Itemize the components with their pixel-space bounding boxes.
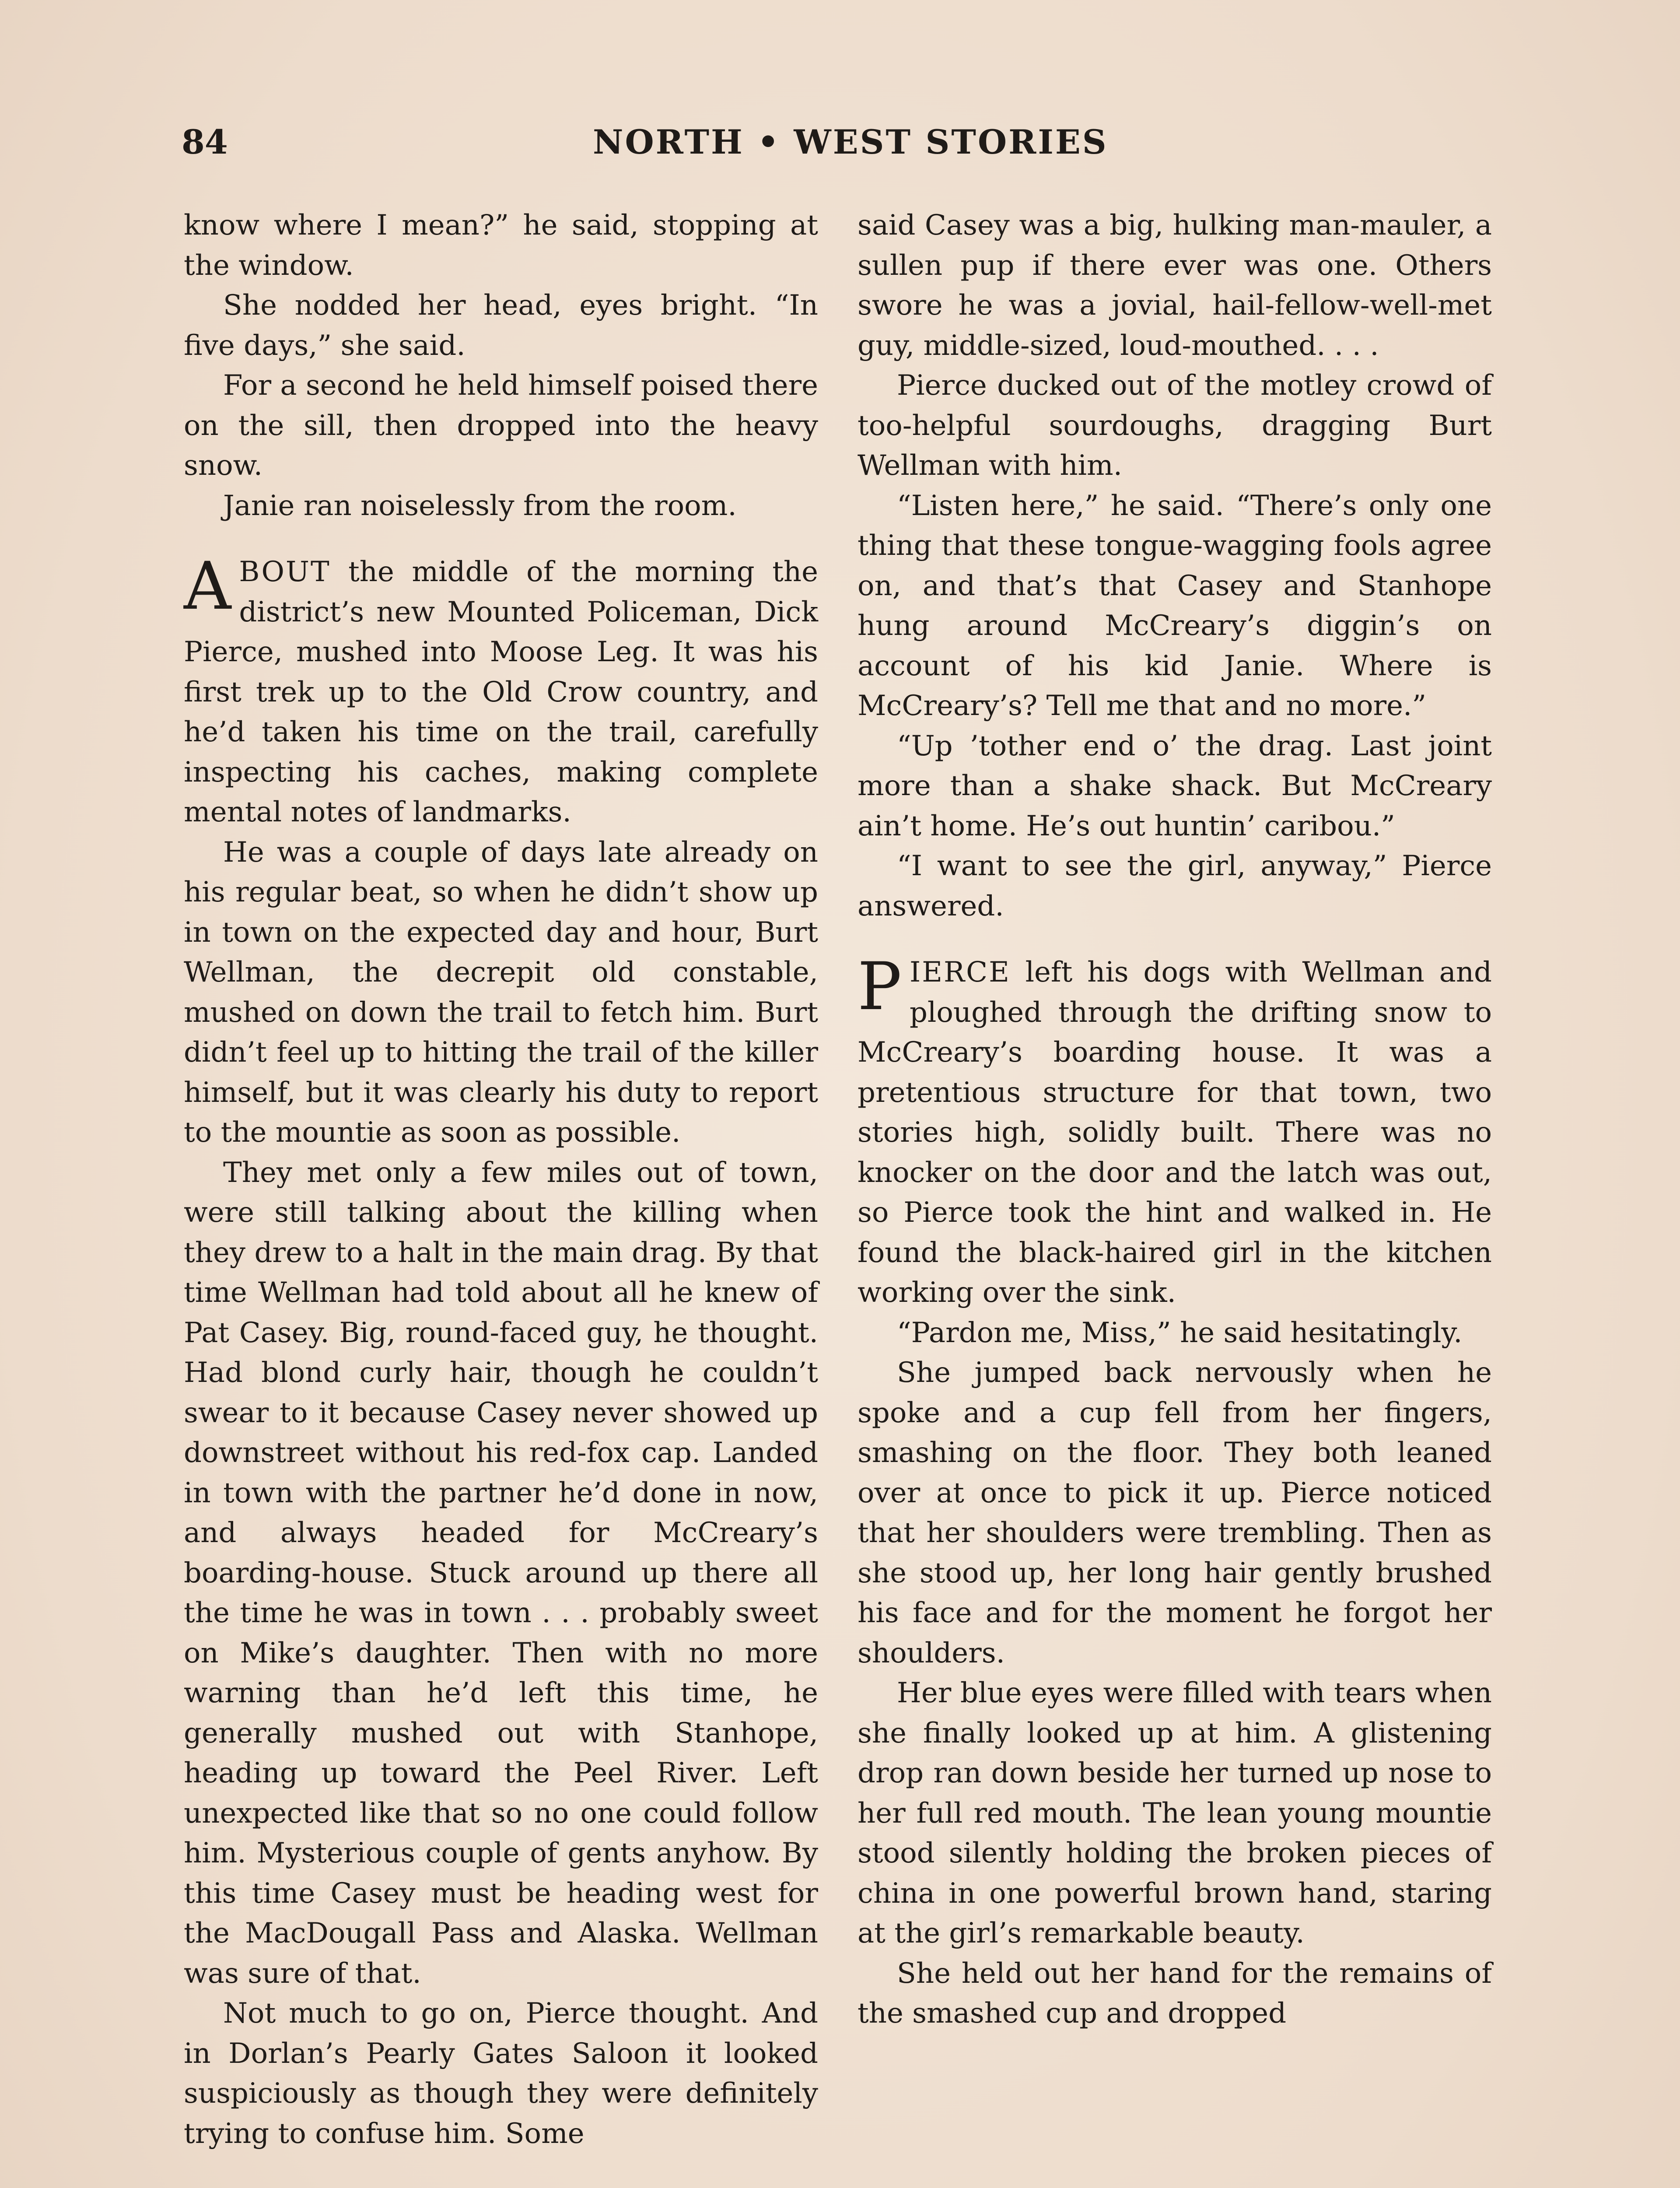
section-lead-word: BOUT <box>239 556 331 588</box>
paragraph: “I want to see the girl, anyway,” Pierce answered. <box>858 850 1492 922</box>
paragraph: “Pardon me, Miss,” he said hesitatingly. <box>897 1316 1463 1349</box>
paragraph: Her blue eyes were filled with tears when she finally looked up at him. A glistening drop ran down beside her turned up nose to her full red mouth. The lean young mountie stood silently holding the broken pieces of china in one powerful brown hand, staring at the girl’s remarkable beauty. <box>858 1677 1492 1950</box>
paragraph: For a second he held himself poised there on the sill, then dropped into the heavy snow. <box>184 369 818 482</box>
paragraph: know where I mean?” he said, stopping at the window. <box>184 209 818 282</box>
drop-cap: A <box>184 548 231 624</box>
paragraph: They met only a few miles out of town, were still talking about the killing when they drew to a halt in the main drag. By that time Wellman had told about all he knew of Pat Casey. Big, round-faced guy, he thought. Had blond curly hair, though he couldn’t swear to it because Casey never showed up downstreet without his red-fox cap. Landed in town with the partner he’d done in now, and always headed for McCreary’s boarding-house. Stuck around up there all the time he was in town . . . probably sweet on Mike’s daughter. Then with no more warning than he’d left this time, he generally mushed out with Stanhope, heading up toward the Peel River. Left unexpected like that so no one could follow him. Mysterious couple of gents anyhow. By this time Casey must be heading west for the MacDougall Pass and Alaska. Wellman was sure of that. <box>184 1156 818 1990</box>
paragraph: She jumped back nervously when he spoke and a cup fell from her fingers, smashing on the floor. They both leaned over at once to pick it up. Pierce noticed that her shoulders were trembling. Then as she stood up, her long hair gently brushed his face and for the moment he forgot her shoulders. <box>858 1357 1492 1669</box>
paragraph: Not much to go on, Pierce thought. And in Dorlan’s Pearly Gates Saloon it looked suspiciously as though they were definitely trying to confuse him. Some <box>184 1997 818 2150</box>
page-number: 84 <box>182 123 228 161</box>
paragraph: Janie ran noiselessly from the room. <box>223 489 737 522</box>
left-column <box>184 206 818 2154</box>
paragraph: “Up ’tother end o’ the drag. Last joint more than a shake shack. But McCreary ain’t home. He’s out huntin’ caribou.” <box>858 729 1492 842</box>
section-text: the middle of the morning the district’s new Mounted Policeman, Dick Pierce, mushed into Moose Leg. It was his first trek up to the Old Crow country, and he’d taken his time on the trail, carefully inspecting his caches, making complete mental notes of landmarks. <box>184 556 818 828</box>
paragraph: She held out her hand for the remains of the smashed cup and dropped <box>858 1957 1492 2030</box>
paragraph: “Listen here,” he said. “There’s only one thing that these tongue-wagging fools agree on, and that’s that Casey and Stanhope hung around McCreary’s diggin’s on account of his kid Janie. Where is McCreary’s? Tell me that and no more.” <box>858 489 1492 722</box>
page-header <box>182 123 1503 175</box>
paragraph: Pierce ducked out of the motley crowd of too-helpful sourdoughs, dragging Burt Wellman with him. <box>858 369 1492 482</box>
right-column <box>858 206 1492 2034</box>
section-lead-word: IERCE <box>909 956 1011 989</box>
section-opening-paragraph <box>184 548 818 833</box>
paragraph: She nodded her head, eyes bright. “In five days,” she said. <box>184 289 818 362</box>
drop-cap: P <box>858 949 902 1025</box>
section-opening-paragraph <box>858 949 1492 1313</box>
paragraph: He was a couple of days late already on his regular beat, so when he didn’t show up in town on the expected day and hour, Burt Wellman, the decrepit old constable, mushed on down the trail to fetch him. Burt didn’t feel up to hitting the trail of the killer himself, but it was clearly his duty to report to the mountie as soon as possible. <box>184 836 818 1149</box>
paragraph: said Casey was a big, hulking man-mauler, a sullen pup if there ever was one. Others swore he was a jovial, hail-fellow-well-met guy, middle-sized, loud-mouthed. . . . <box>858 209 1492 362</box>
running-title: NORTH • WEST STORIES <box>593 123 1108 161</box>
section-text: left his dogs with Wellman and ploughed through the drifting snow to McCreary’s boarding house. It was a pretentious structure for that town, two stories high, solidly built. There was no knocker on the door and the latch was out, so Pierce took the hint and walked in. He found the black-haired girl in the kitchen working over the sink. <box>858 956 1492 1309</box>
